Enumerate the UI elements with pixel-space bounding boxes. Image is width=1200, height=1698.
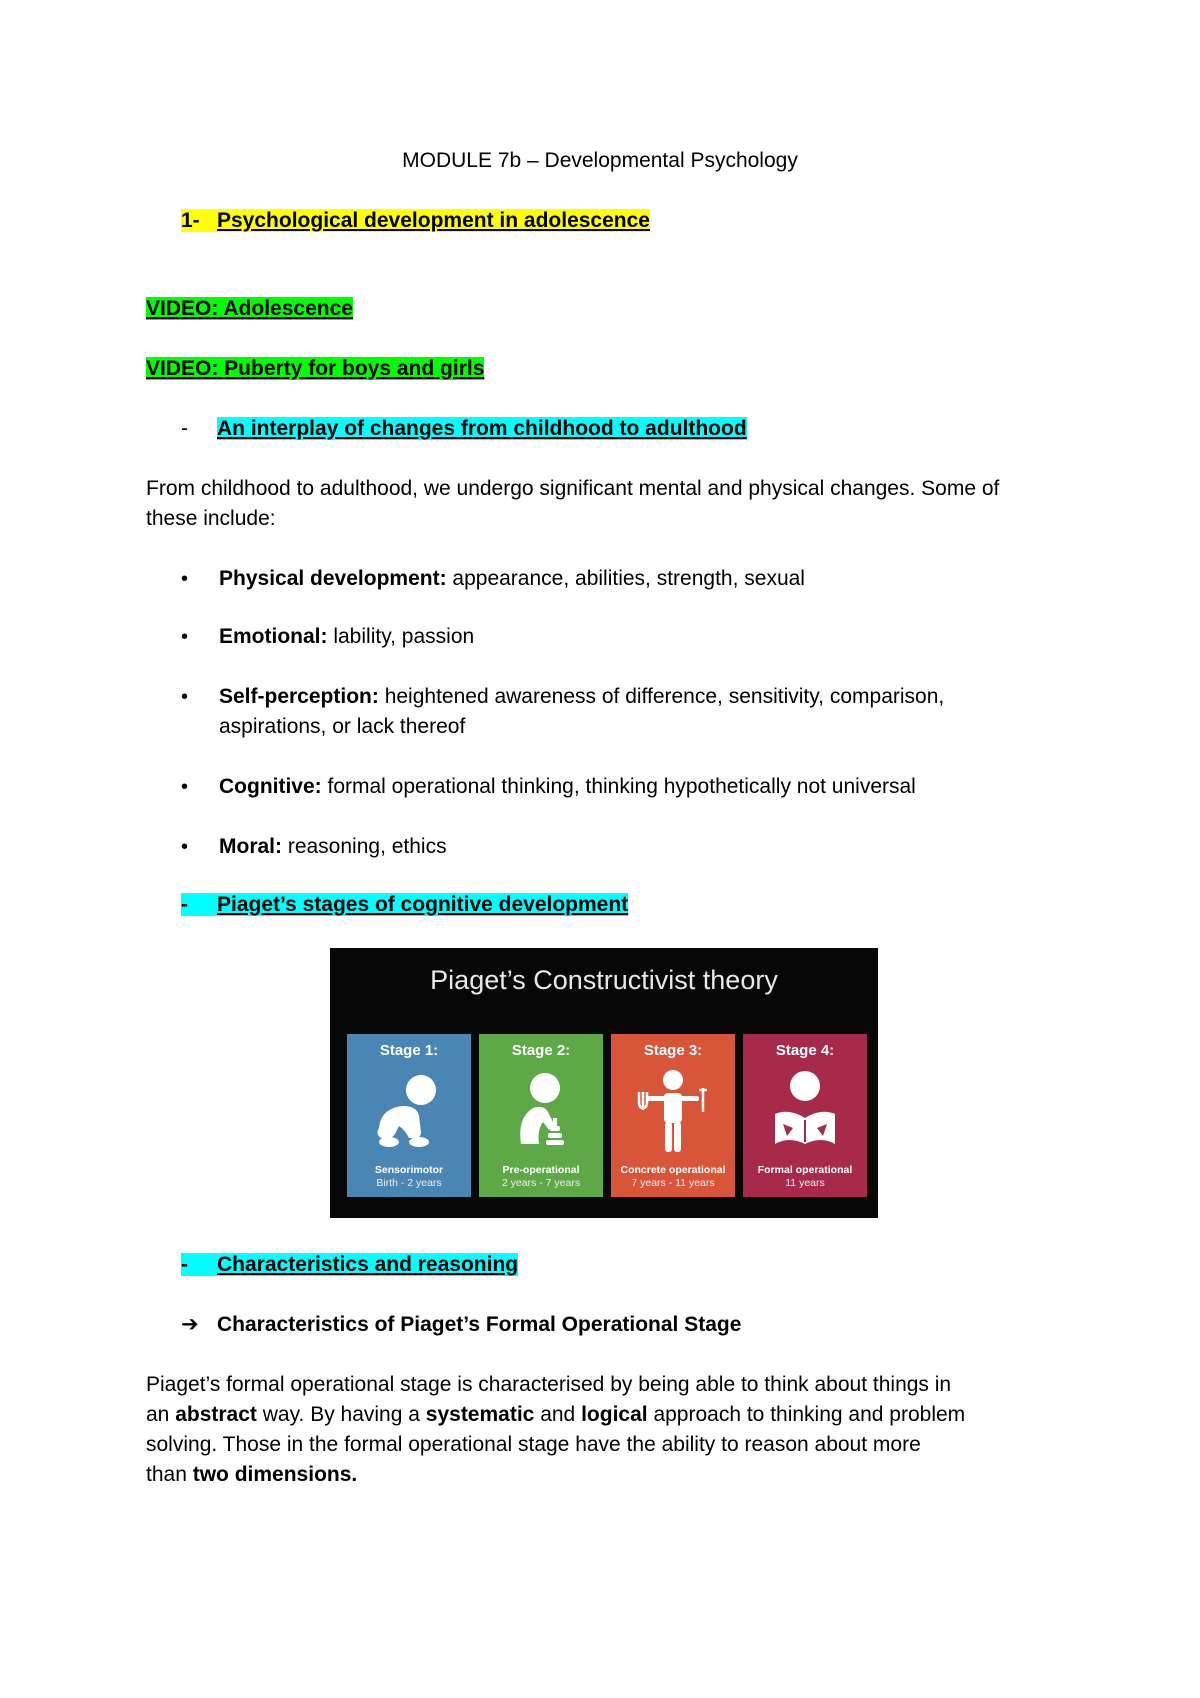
paragraph-line-1: Piaget’s formal operational stage is characterised by being able to think about things in [146, 1373, 952, 1396]
piaget-stages-figure [330, 948, 878, 1218]
bullet-dot: • [181, 776, 189, 798]
stage-label: Stage 4: [775, 1042, 835, 1059]
person-reading-book-icon [765, 1068, 845, 1158]
list-item: Physical development: appearance, abilities, strength, sexual [219, 567, 805, 590]
subheading-interplay: - An interplay of changes from childhood to adulthood [181, 417, 747, 440]
arrow-right-icon: ➔ [181, 1313, 199, 1336]
stage-age: 2 years - 7 years [501, 1177, 581, 1189]
person-with-tools-icon [633, 1068, 713, 1158]
stage-age: 7 years - 11 years [631, 1177, 715, 1189]
stage-name: Sensorimotor [374, 1164, 444, 1176]
list-item: Cognitive: formal operational thinking, thinking hypothetically not universal [219, 775, 916, 798]
stage-name: Formal operational [757, 1164, 853, 1176]
stage-name: Pre-operational [502, 1164, 580, 1176]
bullet-dot: • [181, 836, 189, 858]
stage-label: Stage 3: [643, 1042, 703, 1059]
section-number: 1- [181, 209, 200, 232]
section-title: Psychological development in adolescence [217, 209, 650, 232]
stage-card-2 [479, 1034, 603, 1197]
paragraph-line-3: solving. Those in the formal operational stage have the ability to reason about more [146, 1433, 921, 1456]
video-link-adolescence[interactable]: VIDEO: Adolescence [146, 297, 353, 320]
child-stacking-rings-icon [501, 1068, 581, 1158]
bullet-dot: • [181, 568, 189, 590]
stage-card-1 [347, 1034, 471, 1197]
subheading-piaget-stages: - Piaget’s stages of cognitive development [181, 893, 629, 916]
figure-title: Piaget’s Constructivist theory [430, 965, 778, 995]
section-heading [181, 206, 650, 236]
list-item: Self-perception: heightened awareness of difference, sensitivity, comparison, [219, 685, 945, 708]
video-link-puberty[interactable]: VIDEO: Puberty for boys and girls [146, 357, 485, 380]
intro-line-2: these include: [146, 507, 276, 530]
stage-label: Stage 2: [511, 1042, 571, 1059]
stage-name: Concrete operational [620, 1164, 726, 1176]
bullet-dot: • [181, 626, 189, 648]
stage-age: Birth - 2 years [376, 1177, 442, 1189]
stage-label: Stage 1: [379, 1042, 439, 1059]
list-item: Moral: reasoning, ethics [219, 835, 447, 858]
paragraph-line-2: an abstract way. By having a systematic and logical approach to thinking and problem [146, 1403, 966, 1426]
page-title: MODULE 7b – Developmental Psychology [402, 149, 798, 172]
arrow-heading: ➔ Characteristics of Piaget’s Formal Operational Stage [181, 1310, 741, 1340]
stage-age: 11 years [785, 1177, 825, 1189]
subheading-characteristics: - Characteristics and reasoning [181, 1253, 519, 1276]
stage-card-3 [611, 1034, 735, 1197]
list-item-continuation: aspirations, or lack thereof [219, 715, 466, 738]
crawling-baby-icon [369, 1068, 449, 1158]
paragraph-line-4: than two dimensions. [146, 1463, 358, 1486]
stage-card-4 [743, 1034, 867, 1197]
bullet-dot: • [181, 686, 189, 708]
intro-line-1: From childhood to adulthood, we undergo significant mental and physical changes. Some of [146, 477, 1000, 500]
list-item: Emotional: lability, passion [219, 625, 475, 648]
